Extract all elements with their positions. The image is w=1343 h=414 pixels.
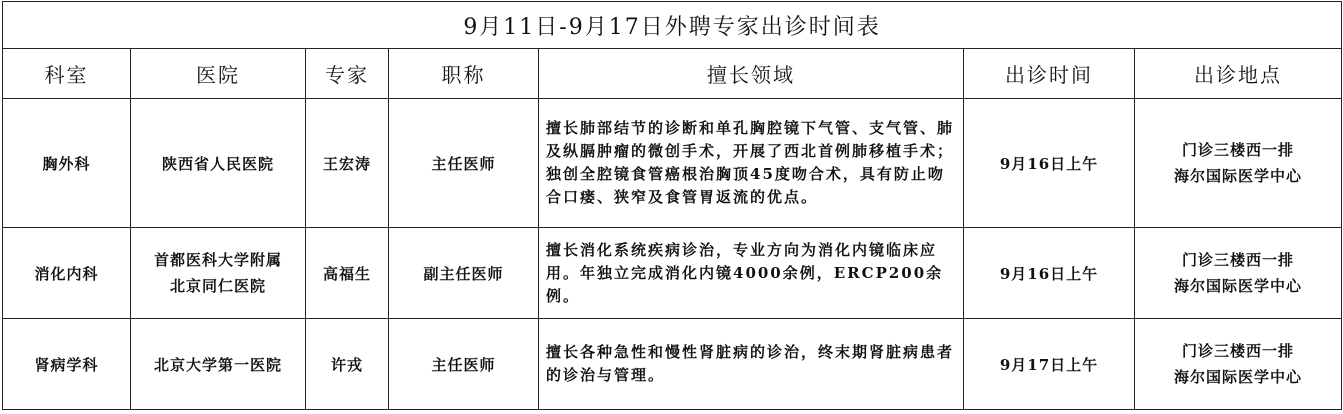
expert-cell: 高福生 <box>306 228 389 319</box>
title-cell: 副主任医师 <box>389 228 539 319</box>
hospital-cell: 北京大学第一医院 <box>131 319 306 410</box>
hospital-cell <box>131 228 306 319</box>
specialty-cell: 擅长肺部结节的诊断和单孔胸腔镜下气管、支气管、肺及纵膈肿瘤的微创手术，开展了西北首例肺移植手术；独创全腔镜食管癌根治胸顶45度吻合术，具有防止吻合口瘘、狭窄及食管胃返流的优点。 <box>539 99 964 228</box>
location-line-2: 海尔国际医学中心 <box>1174 277 1303 295</box>
header-row <box>3 49 1342 99</box>
header-specialty: 擅长领域 <box>539 49 964 99</box>
header-dept: 科室 <box>3 49 131 99</box>
location-line-1: 门诊三楼西一排 <box>1182 251 1295 269</box>
specialty-cell: 擅长各种急性和慢性肾脏病的诊治，终末期肾脏病患者的诊治与管理。 <box>539 319 964 410</box>
location-cell <box>1135 99 1342 228</box>
table-row <box>3 99 1342 228</box>
header-title: 职称 <box>389 49 539 99</box>
dept-cell: 肾病学科 <box>3 319 131 410</box>
time-cell: 9月16日上午 <box>964 228 1135 319</box>
location-line-2: 海尔国际医学中心 <box>1174 167 1303 185</box>
hospital-cell: 陕西省人民医院 <box>131 99 306 228</box>
table-row <box>3 228 1342 319</box>
location-line-1: 门诊三楼西一排 <box>1182 141 1295 159</box>
dept-cell: 消化内科 <box>3 228 131 319</box>
dept-cell: 胸外科 <box>3 99 131 228</box>
schedule-table <box>2 1 1342 410</box>
header-location: 出诊地点 <box>1135 49 1342 99</box>
header-hospital: 医院 <box>131 49 306 99</box>
location-cell <box>1135 228 1342 319</box>
location-line-2: 海尔国际医学中心 <box>1174 368 1303 386</box>
table-title: 9月11日-9月17日外聘专家出诊时间表 <box>3 2 1342 49</box>
hospital-line-1: 首都医科大学附属 <box>153 251 282 269</box>
time-cell: 9月16日上午 <box>964 99 1135 228</box>
location-line-1: 门诊三楼西一排 <box>1182 342 1295 360</box>
location-cell <box>1135 319 1342 410</box>
header-expert: 专家 <box>306 49 389 99</box>
title-cell: 主任医师 <box>389 99 539 228</box>
header-time: 出诊时间 <box>964 49 1135 99</box>
title-cell: 主任医师 <box>389 319 539 410</box>
specialty-cell: 擅长消化系统疾病诊治，专业方向为消化内镜临床应用。年独立完成消化内镜4000余例，ERCP200余例。 <box>539 228 964 319</box>
time-cell: 9月17日上午 <box>964 319 1135 410</box>
table-row <box>3 319 1342 410</box>
expert-cell: 许戎 <box>306 319 389 410</box>
expert-cell: 王宏涛 <box>306 99 389 228</box>
hospital-line-2: 北京同仁医院 <box>169 277 266 295</box>
